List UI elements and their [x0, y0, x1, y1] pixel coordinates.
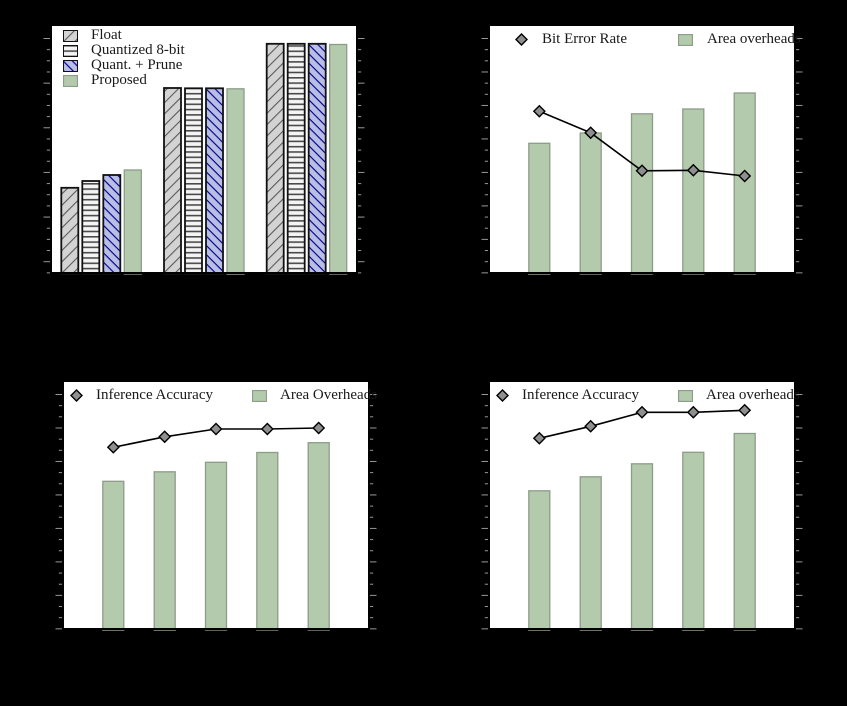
chart-model-comparison — [50, 24, 358, 274]
float-hatch-swatch-icon — [63, 30, 78, 42]
combo-chart-canvas — [488, 24, 796, 274]
legend-label-bars: Area Overheads — [280, 387, 378, 403]
legend-item-float — [63, 28, 185, 43]
plot-area — [50, 24, 358, 274]
legend — [62, 387, 378, 404]
legend-item-proposed — [63, 73, 185, 88]
legend — [488, 387, 804, 404]
legend-label-line: Bit Error Rate — [542, 31, 627, 47]
chart-inference-accuracy-right — [488, 380, 800, 630]
plot-area — [488, 380, 800, 630]
legend — [488, 31, 823, 48]
legend-label-bars: Area overheads — [706, 387, 800, 403]
legend-item-prune — [63, 58, 185, 73]
legend-label-proposed: Proposed — [91, 72, 147, 88]
legend — [63, 28, 185, 88]
diamond-marker-icon — [515, 33, 528, 46]
legend-label-bars: Area overheads — [706, 31, 801, 47]
diamond-marker-icon — [70, 389, 83, 402]
quantized-hatch-swatch-icon — [63, 45, 78, 57]
plot-area — [488, 24, 801, 274]
legend-label-line: Inference Accuracy — [522, 387, 639, 403]
combo-chart-canvas — [488, 380, 796, 630]
area-overheads-swatch-icon — [678, 34, 693, 46]
proposed-swatch-icon — [63, 75, 78, 87]
area-overheads-swatch-icon — [252, 390, 267, 402]
combo-chart-canvas — [62, 380, 370, 630]
prune-hatch-swatch-icon — [63, 60, 78, 72]
legend-item-quantized — [63, 43, 185, 58]
diamond-marker-icon — [496, 389, 509, 402]
legend-label-prune: Quant. + Prune — [91, 57, 183, 73]
chart-bit-error-rate — [488, 24, 801, 274]
area-overheads-swatch-icon — [678, 390, 693, 402]
legend-label-line: Inference Accuracy — [96, 387, 213, 403]
legend-label-float: Float — [91, 27, 122, 43]
legend-label-quantized: Quantized 8-bit — [91, 42, 185, 58]
chart-inference-accuracy-left — [62, 380, 378, 630]
plot-area — [62, 380, 378, 630]
